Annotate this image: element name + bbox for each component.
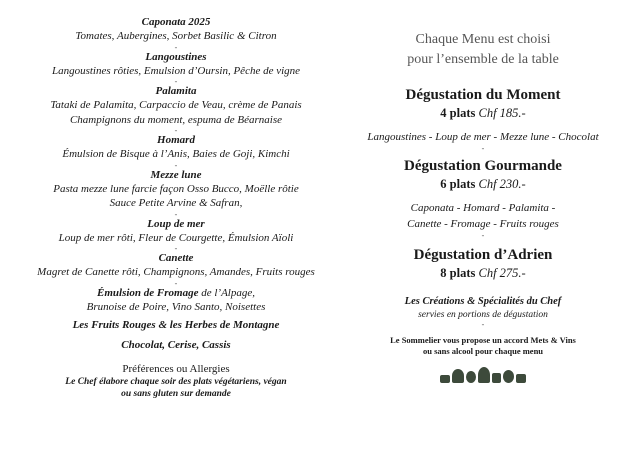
leaf-icon [440, 375, 450, 383]
sommelier-line: Le Sommelier vous propose un accord Mets & Vins [390, 335, 576, 345]
plats-count: 6 plats [440, 177, 476, 191]
dish-mezze-lune [0, 169, 352, 211]
separator: - [174, 77, 178, 86]
price: Chf 275.- [478, 266, 526, 280]
fromage-title-suffix: de l’Alpage, [198, 286, 255, 299]
dish-description: Brunoise de Poire, Vino Santo, Noisettes [86, 300, 266, 313]
price: Chf 230.- [478, 177, 526, 191]
dish-title [0, 287, 352, 300]
dish-title: Canette [158, 252, 194, 264]
separator: - [481, 320, 485, 329]
menu-price-gourmande [356, 176, 610, 192]
dish-title: Loup de mer [147, 217, 205, 230]
menu-price-moment [356, 105, 610, 121]
dish-description: Champignons du moment, espuma de Béarnaise [69, 113, 283, 126]
menu-courses: Caponata - Homard - Palamita - [410, 202, 556, 214]
dish-description: Pasta mezze lune farcie façon Osso Bucco, Moëlle rôtie [53, 182, 299, 195]
allergies-text: ou sans gluten sur demande [121, 389, 231, 399]
leaf-icon [503, 370, 514, 383]
chocolat-title: Chocolat, Cerise, Cassis [121, 339, 231, 351]
price: Chf 185.- [478, 106, 526, 120]
dish-loup-de-mer [0, 218, 352, 246]
dish-palamita [0, 85, 352, 127]
intro-line: Chaque Menu est choisi [415, 32, 551, 47]
sommelier-line: ou sans alcool pour chaque menu [422, 346, 544, 356]
dish-canette [0, 252, 352, 280]
dish-description: Langoustines rôties, Emulsion d’Oursin, Pêche de vigne [51, 64, 301, 77]
menu-title-adrien: Dégustation d’Adrien [413, 247, 553, 263]
creations-subtitle: servies en portions de dégustation [418, 310, 548, 320]
fruits-rouges-title: Les Fruits Rouges & les Herbes de Montagne [72, 319, 280, 331]
dish-title: Mezze lune [150, 168, 202, 181]
menu-options [356, 30, 610, 388]
leaf-icon [492, 373, 501, 383]
dish-title: Langoustines [145, 50, 207, 63]
dish-description: Loup de mer rôti, Fleur de Courgette, Émulsion Aïoli [58, 231, 294, 244]
dish-caponata [0, 16, 352, 44]
separator: - [481, 144, 485, 153]
leaf-icon [452, 369, 464, 383]
tasting-menu-dishes [0, 16, 352, 400]
menu-title-moment: Dégustation du Moment [405, 87, 561, 103]
separator: - [481, 231, 485, 240]
dish-title: Caponata 2025 [141, 16, 211, 28]
intro-line: pour l’ensemble de la table [407, 52, 559, 67]
dish-description: Émulsion de Bisque à l’Anis, Baies de Goji, Kimchi [62, 148, 290, 160]
leaf-icon [466, 371, 476, 383]
dish-title: Palamita [155, 85, 197, 97]
dish-langoustines [0, 51, 352, 79]
dish-title: Homard [157, 134, 195, 146]
allergies-text: Le Chef élabore chaque soir des plats végétariens, végan [65, 377, 287, 387]
menu-title-gourmande: Dégustation Gourmande [404, 158, 562, 174]
separator: - [174, 126, 178, 135]
creations-title: Les Créations & Spécialités du Chef [404, 296, 562, 307]
plats-count: 8 plats [440, 266, 476, 280]
menu-price-adrien [356, 265, 610, 281]
dish-description: Magret de Canette rôti, Champignons, Amandes, Fruits rouges [37, 266, 315, 278]
menu-courses: Canette - Fromage - Fruits rouges [407, 218, 559, 230]
fromage-title: Émulsion de Fromage [97, 286, 199, 299]
separator: - [174, 244, 178, 253]
dish-description: Tataki de Palamita, Carpaccio de Veau, crème de Panais [50, 99, 302, 111]
separator: - [174, 278, 178, 288]
dish-description: Sauce Petite Arvine & Safran, [109, 197, 243, 209]
leaf-icon [516, 374, 526, 383]
separator: - [174, 160, 178, 170]
dish-description: Tomates, Aubergines, Sorbet Basilic & Citron [75, 30, 277, 42]
separator: - [174, 209, 178, 219]
leaf-logo [440, 365, 526, 383]
dish-homard [0, 134, 352, 162]
leaf-icon [478, 367, 490, 383]
plats-count: 4 plats [440, 106, 476, 120]
dish-fromage [0, 287, 352, 315]
menu-courses: Langoustines - Loup de mer - Mezze lune - Chocolat [367, 131, 599, 143]
allergies-heading: Préférences ou Allergies [122, 363, 230, 375]
separator: - [174, 42, 178, 52]
